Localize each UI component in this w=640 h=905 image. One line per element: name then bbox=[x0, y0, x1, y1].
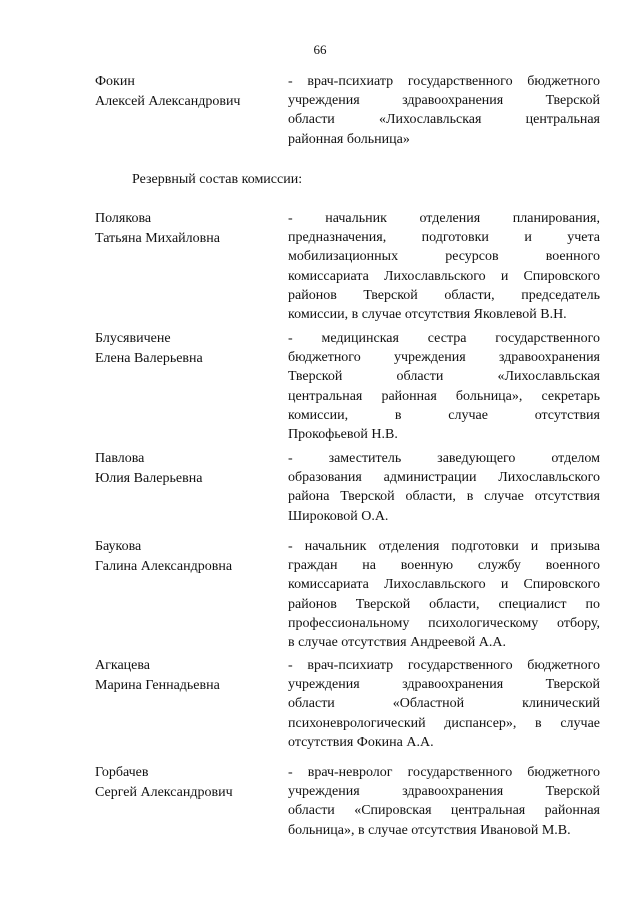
role-line: образования администрации Лихославльского bbox=[288, 470, 600, 486]
role-line: - заместитель заведующего отделом bbox=[288, 451, 600, 466]
member-surname: Агкацева bbox=[95, 658, 151, 673]
role-line: больница», в случае отсутствия Ивановой М.В. bbox=[288, 822, 571, 838]
role-line: профессиональному психологическому отбору, bbox=[288, 615, 600, 631]
member-name bbox=[95, 209, 285, 249]
reserve-section-heading: Резервный состав комиссии: bbox=[132, 172, 303, 187]
role-line: предназначения, подготовки и учета bbox=[288, 230, 600, 246]
role-line: учреждения здравоохранения Тверской bbox=[288, 677, 600, 693]
role-line: комиссии, в случае отсутствия bbox=[288, 407, 600, 423]
member-given-names: Сергей Александрович bbox=[95, 785, 233, 800]
member-role bbox=[288, 537, 600, 652]
role-line: комиссариата Лихославльского и Спировского bbox=[288, 577, 600, 593]
role-line: районная больница» bbox=[288, 131, 410, 147]
role-line: граждан на военную службу военного bbox=[288, 558, 600, 574]
member-role bbox=[288, 329, 600, 444]
member-given-names: Алексей Александрович bbox=[95, 94, 241, 109]
role-line: Широковой О.А. bbox=[288, 508, 389, 524]
role-line: отсутствия Фокина А.А. bbox=[288, 734, 434, 750]
member-name bbox=[95, 763, 285, 803]
role-line: - начальник отделения подготовки и призыва bbox=[288, 539, 600, 554]
role-line: комиссии, в случае отсутствия Яковлевой В.Н. bbox=[288, 307, 567, 323]
role-line: учреждения здравоохранения Тверской bbox=[288, 93, 600, 109]
member-surname: Горбачев bbox=[95, 765, 149, 780]
role-line: - начальник отделения планирования, bbox=[288, 211, 600, 226]
role-line: области «Областной клинический bbox=[288, 696, 600, 712]
member-surname: Павлова bbox=[95, 451, 145, 466]
role-line: - медицинская сестра государственного bbox=[288, 331, 600, 346]
role-line: района Тверской области, в случае отсутствия bbox=[288, 489, 600, 505]
member-name bbox=[95, 449, 285, 489]
member-name bbox=[95, 329, 285, 369]
member-name bbox=[95, 72, 285, 112]
member-surname: Фокин bbox=[95, 74, 135, 89]
role-line: районов Тверской области, специалист по bbox=[288, 596, 600, 612]
role-line: бюджетного учреждения здравоохранения bbox=[288, 350, 600, 366]
member-role bbox=[288, 209, 600, 324]
member-role bbox=[288, 763, 600, 840]
member-name bbox=[95, 537, 285, 577]
role-line: области «Лихославльская центральная bbox=[288, 112, 600, 128]
member-role bbox=[288, 656, 600, 752]
page-number: 66 bbox=[313, 42, 327, 57]
role-line: комиссариата Лихославльского и Спировского bbox=[288, 268, 600, 284]
role-line: центральная районная больница», секретарь bbox=[288, 388, 600, 404]
role-line: - врач-психиатр государственного бюджетного bbox=[288, 74, 600, 89]
role-line: учреждения здравоохранения Тверской bbox=[288, 784, 600, 800]
member-surname: Полякова bbox=[95, 211, 152, 226]
role-line: Тверской области «Лихославльская bbox=[288, 369, 600, 385]
member-name bbox=[95, 656, 285, 696]
member-surname: Блусявичене bbox=[95, 331, 171, 346]
member-surname: Баукова bbox=[95, 539, 142, 554]
role-line: - врач-невролог государственного бюджетного bbox=[288, 765, 600, 780]
role-line: районов Тверской области, председатель bbox=[288, 287, 600, 303]
role-line: в случае отсутствия Андреевой А.А. bbox=[288, 635, 506, 651]
member-role bbox=[288, 72, 600, 149]
member-given-names: Марина Геннадьевна bbox=[95, 678, 220, 693]
role-line: психоневрологический диспансер», в случае bbox=[288, 715, 600, 731]
role-line: области «Спировская центральная районная bbox=[288, 803, 600, 819]
role-line: - врач-психиатр государственного бюджетного bbox=[288, 658, 600, 673]
member-given-names: Юлия Валерьевна bbox=[95, 471, 203, 486]
role-line: мобилизационных ресурсов военного bbox=[288, 249, 600, 265]
member-given-names: Татьяна Михайловна bbox=[95, 231, 220, 246]
member-role bbox=[288, 449, 600, 526]
role-line: Прокофьевой Н.В. bbox=[288, 427, 398, 443]
member-given-names: Елена Валерьевна bbox=[95, 351, 203, 366]
member-given-names: Галина Александровна bbox=[95, 559, 233, 574]
